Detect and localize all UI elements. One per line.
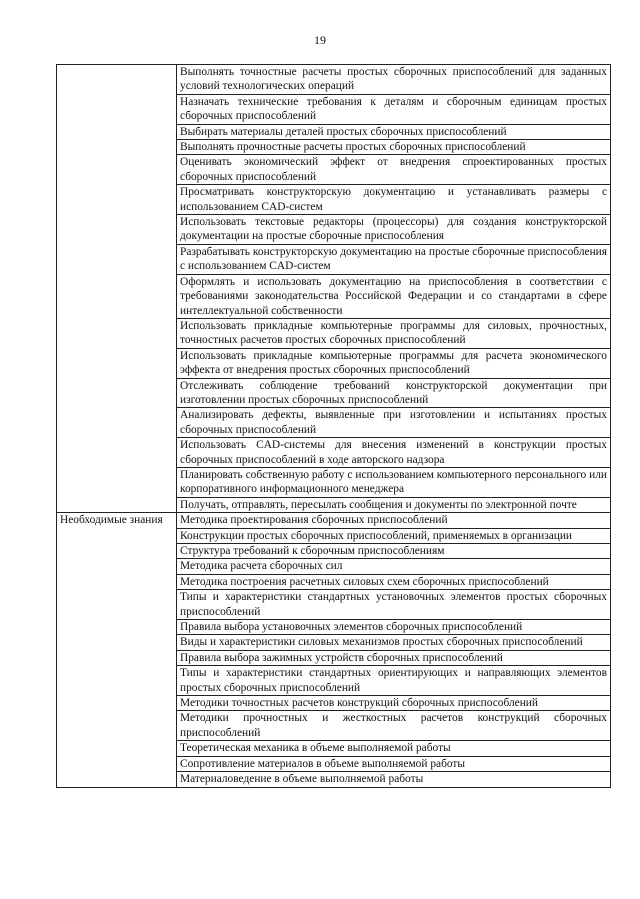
table-cell: Методики точностных расчетов конструкций сборочных приспособлений bbox=[177, 696, 611, 711]
table-cell: Использовать прикладные компьютерные программы для расчета экономического эффекта от внедрения простых сборочных приспособлений bbox=[177, 348, 611, 378]
table-cell: Методика расчета сборочных сил bbox=[177, 559, 611, 574]
table-cell: Конструкции простых сборочных приспособлений, применяемых в организации bbox=[177, 528, 611, 543]
table-cell: Получать, отправлять, пересылать сообщения и документы по электронной почте bbox=[177, 497, 611, 512]
table-cell: Использовать CAD-системы для внесения изменений в конструкции простых сборочных приспособлений в ходе авторского надзора bbox=[177, 438, 611, 468]
table-cell: Выполнять прочностные расчеты простых сборочных приспособлений bbox=[177, 140, 611, 155]
competency-table bbox=[56, 64, 611, 788]
table-cell: Типы и характеристики стандартных ориентирующих и направляющих элементов простых сборочных приспособлений bbox=[177, 666, 611, 696]
table-cell: Материаловедение в объеме выполняемой работы bbox=[177, 772, 611, 787]
table-cell: Просматривать конструкторскую документацию и устанавливать размеры с использованием CAD-систем bbox=[177, 185, 611, 215]
table-cell: Выбирать материалы деталей простых сборочных приспособлений bbox=[177, 124, 611, 139]
table-cell: Правила выбора установочных элементов сборочных приспособлений bbox=[177, 620, 611, 635]
table-cell: Отслеживать соблюдение требований конструкторской документации при изготовлении простых сборочных приспособлений bbox=[177, 378, 611, 408]
table-row bbox=[57, 65, 611, 95]
table-cell: Правила выбора зажимных устройств сборочных приспособлений bbox=[177, 650, 611, 665]
table-cell: Теоретическая механика в объеме выполняемой работы bbox=[177, 741, 611, 756]
table-cell: Использовать прикладные компьютерные программы для силовых, прочностных, точностных расчетов простых сборочных приспособлений bbox=[177, 318, 611, 348]
page-number: 19 bbox=[314, 33, 326, 47]
table-cell: Использовать текстовые редакторы (процессоры) для создания конструкторской документации на простые сборочные приспособления bbox=[177, 215, 611, 245]
category-cell-skills bbox=[57, 65, 177, 513]
table-row bbox=[57, 513, 611, 528]
table-cell: Структура требований к сборочным приспособлениям bbox=[177, 544, 611, 559]
table-cell: Виды и характеристики силовых механизмов простых сборочных приспособлений bbox=[177, 635, 611, 650]
table-body bbox=[57, 65, 611, 788]
table-cell: Анализировать дефекты, выявленные при изготовлении и испытаниях простых сборочных приспособлений bbox=[177, 408, 611, 438]
table-cell: Методика проектирования сборочных приспособлений bbox=[177, 513, 611, 528]
table-cell: Назначать технические требования к деталям и сборочным единицам простых сборочных приспособлений bbox=[177, 94, 611, 124]
table-cell: Методика построения расчетных силовых схем сборочных приспособлений bbox=[177, 574, 611, 589]
table-cell: Планировать собственную работу с использованием компьютерного персонального или корпоративного информационного менеджера bbox=[177, 467, 611, 497]
table-cell: Выполнять точностные расчеты простых сборочных приспособлений для заданных условий технологических операций bbox=[177, 65, 611, 95]
table-cell: Оформлять и использовать документацию на приспособления в соответствии с требованиями законодательства Российской Федерации и со стандартами в сфере интеллектуальной собственности bbox=[177, 274, 611, 318]
table-cell: Разрабатывать конструкторскую документацию на простые сборочные приспособления с использованием CAD-систем bbox=[177, 244, 611, 274]
table-cell: Методики прочностных и жесткостных расчетов конструкций сборочных приспособлений bbox=[177, 711, 611, 741]
table-cell: Типы и характеристики стандартных установочных элементов простых сборочных приспособлений bbox=[177, 590, 611, 620]
category-cell-knowledge bbox=[57, 513, 177, 787]
table-cell: Оценивать экономический эффект от внедрения спроектированных простых сборочных приспособлений bbox=[177, 155, 611, 185]
table-cell: Сопротивление материалов в объеме выполняемой работы bbox=[177, 756, 611, 771]
category-label: Необходимые знания bbox=[60, 514, 163, 527]
